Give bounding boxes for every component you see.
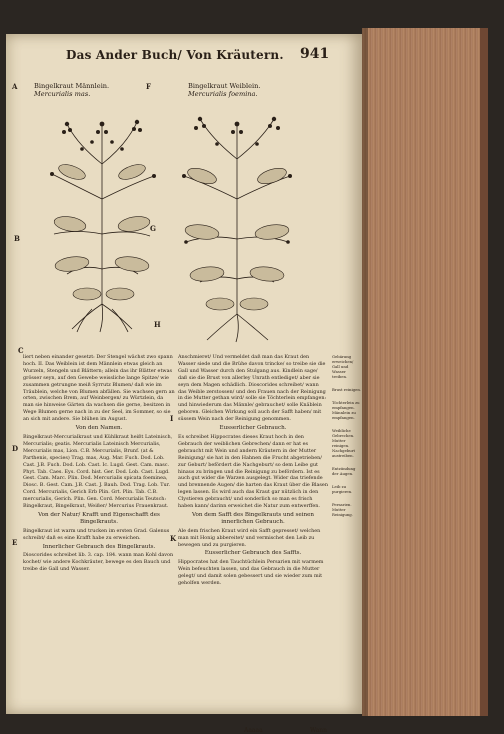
internal-use-paragraph: Dioscorides schreibet lib. 3. cap. 184. wann man Kohl davon kochet/ wie andere Kochkräuter, bewege es den Bauch und treibe die Gall und Wasser. xyxy=(23,552,174,573)
figure-letter-e: E xyxy=(12,538,18,547)
page-edge-shadow xyxy=(362,28,368,716)
right-top-paragraph: Anschmieret/ Und vermeldet daß man das Kraut den Wasser siede und die Brühe davon trincke/ so treibe sie die Gall und Wasser durch den Stulgang aus. Kindlein sage/ daß sie die Brust von allerley Unrath entlediget/ aber sie seyn dem Magen schädlich. Dioscorides schreibet/ wann das Weible zerstossen/ und den Frauen nach der Reinigung in die Mutter gethan wird/ solle sie Töchterlein empfangen: und hinwiederum das Männle/ gebrauchet/ solle Knäblein geboren. Gleichen Wirkung soll auch der Safft haben/ mit süssem Wein nach der Reinigung genommen. xyxy=(178,354,327,423)
right-caption-latin: Mercurialis foemina. xyxy=(188,90,258,98)
catchword: Wann xyxy=(310,727,327,734)
running-head: Das Ander Buch/ Von Kräutern. xyxy=(66,48,284,62)
book-page xyxy=(6,34,362,734)
external-juice-paragraph: Hippocrates hat den Tauchtüchlein Persarien mit warmem Wein befeuchten lassen, und das Gebrauch in die Mutter gelegt/ und damit solen gebessert und sie wieder zum mit geholfen werden. xyxy=(178,559,324,587)
book-fore-edge xyxy=(362,28,488,716)
margin-note: Töchterlein zu empfangen. Männlein zu empfangen. xyxy=(332,400,360,420)
nature-paragraph: Bingelkraut ist warm und trucken im ersten Grad. Galenus schreibt/ daß es eine Krafft habe zu erweichen. xyxy=(23,527,170,541)
heading-external-use: Eusserlicher Gebrauch. xyxy=(219,425,287,432)
margin-notes xyxy=(332,354,362,525)
figure-letter-c: C xyxy=(18,346,24,355)
heading-nature: Von der Natur/ Krafft und Eigenschafft des Bingelkrauts. xyxy=(38,511,160,525)
printer-signature: Aaaaa xyxy=(244,727,263,734)
margin-note: Brust reinigen. xyxy=(332,387,361,392)
names-paragraph: Bingelkraut-Mercurialkraut und Kühlkraut heißt Lateinisch, Mercurialis; geatis. Mercurialis Lateinisch Mercurialis, Mercurialis mas, Lion. C.B. Mercurialis, Brunf. (at & Parthenis, species) Trag. mas, Aug. Mar. Fuch. Dod. Lob. Cast. J.B. Fuch. Dod. Lob. Cast. Ic. Lugd. Gest. Cam. masc. Phyt. Tab. Caes. Eys. Cord. hist. Ger. Dod. Lob. Cast. Lugd. Gest. Cam. Marc. Plin. Dod. Mercurialis spicata foeminea, Diosc. B. Gest. Cam. J.B. Cast. J. Bauh. Dod. Trag. Lob. Tur. Cord. Mercurialis, Gerich Erb Plin. Grt. Plin. Tab. C.B. mercurialis, Gerich. Plin. Gen. Cord. Mercurialis Teutsch: Bingelkraut, Bingelkraut, Weißer/ Mercurius Frauenkraut. xyxy=(23,433,173,510)
figure-letter-a: A xyxy=(12,82,18,91)
margin-note: Weibliche Gebrechen. Mutter reinigen. Nachgeburt austreiben. xyxy=(332,428,356,458)
right-caption-german: Bingelkraut Weiblein. xyxy=(188,82,261,90)
page-number: 941 xyxy=(300,46,330,62)
figure-letter-i: I xyxy=(170,414,174,423)
figure-letter-b: B xyxy=(14,234,20,243)
margin-note: Leib zu purgieren. xyxy=(332,484,353,494)
left-caption-german: Bingelkraut Männlein. xyxy=(34,82,110,90)
left-caption-latin: Mercurialis mas. xyxy=(34,90,91,98)
right-text-column xyxy=(178,354,328,587)
right-figure-caption xyxy=(188,82,318,98)
external-use-paragraph: Es schreibet Hippocrates dieses Kraut hoch in den Gebrauch der weiblichen Gebrechen/ dann er hat es gebraucht mit Wein und andern Kräutern in der Mutter Reinigung/ sie hat in den Hahnen die Frucht abgetrieben/ zur Geburt/ befördert die Nachgeburt/ so dem Leibe gut hinaus zu bringen und die Reinigung zu befördern. Ist es auch gut wider die Warzen ausgelegt. Wider das triefende und brennende Augen/ die harten das Kraut über die Blasen legen lassen. Es wird auch das Kraut gar nützlich in den Clystieren gebraucht/ und sonderlich so man es frisch haben kann/ darinn erweichet die Natur zum entwerffen. xyxy=(178,433,328,510)
margin-note: Persarien. Mutter Reinigung. xyxy=(332,502,353,517)
figure-letter-h: H xyxy=(154,320,161,329)
juice-paragraph: Ale dem frischen Kraut wird ein Safft gepresset/ welchen man mit Honig abbereitet/ und vermischet den Leib zu bewegen und zu purgieren. xyxy=(178,527,321,548)
left-top-paragraph: liert neben einander gesetzt: Der Stengel wächst zwo spann hoch. II. Das Weiblein ist dem Männlein etwas gleich an Wurzeln, Stengeln und Blättern; allein das ihr Blätter etwas grösser seyn, auf den Gewebe weissliche lange Spitze/ wie zusammen getrungne meiß Syrrutz Blumen/ daß wie im Träublein, welche von Blumen abfällen. Sie wachsen gern an orten, zwischen Brem, auf Weinbergen/ zu Würtzlein, da man sie hinweise Gärten da wachsen die gerne, besitzen in Wege Blumen gerne nach in zu der Seel, im Sommer, so sie an sich mit andere. Sie blühen im August. xyxy=(23,354,175,423)
margin-note: Entzündung der Augen. xyxy=(332,466,356,476)
margin-note: Gebärung erweichen/ Gall und Wasser treiben. xyxy=(332,354,354,379)
left-figure-caption xyxy=(34,82,154,98)
mercurialis-female-woodcut xyxy=(162,104,312,344)
heading-juice: Von dem Safft des Bingelkrauts und seinen innerlichen Gebrauch. xyxy=(191,511,315,525)
figure-letter-f: F xyxy=(146,82,151,91)
figure-letter-d: D xyxy=(12,444,19,453)
figure-letter-g: G xyxy=(150,224,156,233)
left-text-column xyxy=(23,354,175,573)
heading-names: Von den Namen. xyxy=(75,425,123,432)
heading-external-juice: Eusserlicher Gebrauch des Saffts. xyxy=(204,550,302,557)
heading-internal-use: Innerlicher Gebrauch des Bingelkrauts. xyxy=(42,543,156,550)
figure-letter-k: K xyxy=(170,534,177,543)
mercurialis-male-woodcut xyxy=(32,104,172,334)
